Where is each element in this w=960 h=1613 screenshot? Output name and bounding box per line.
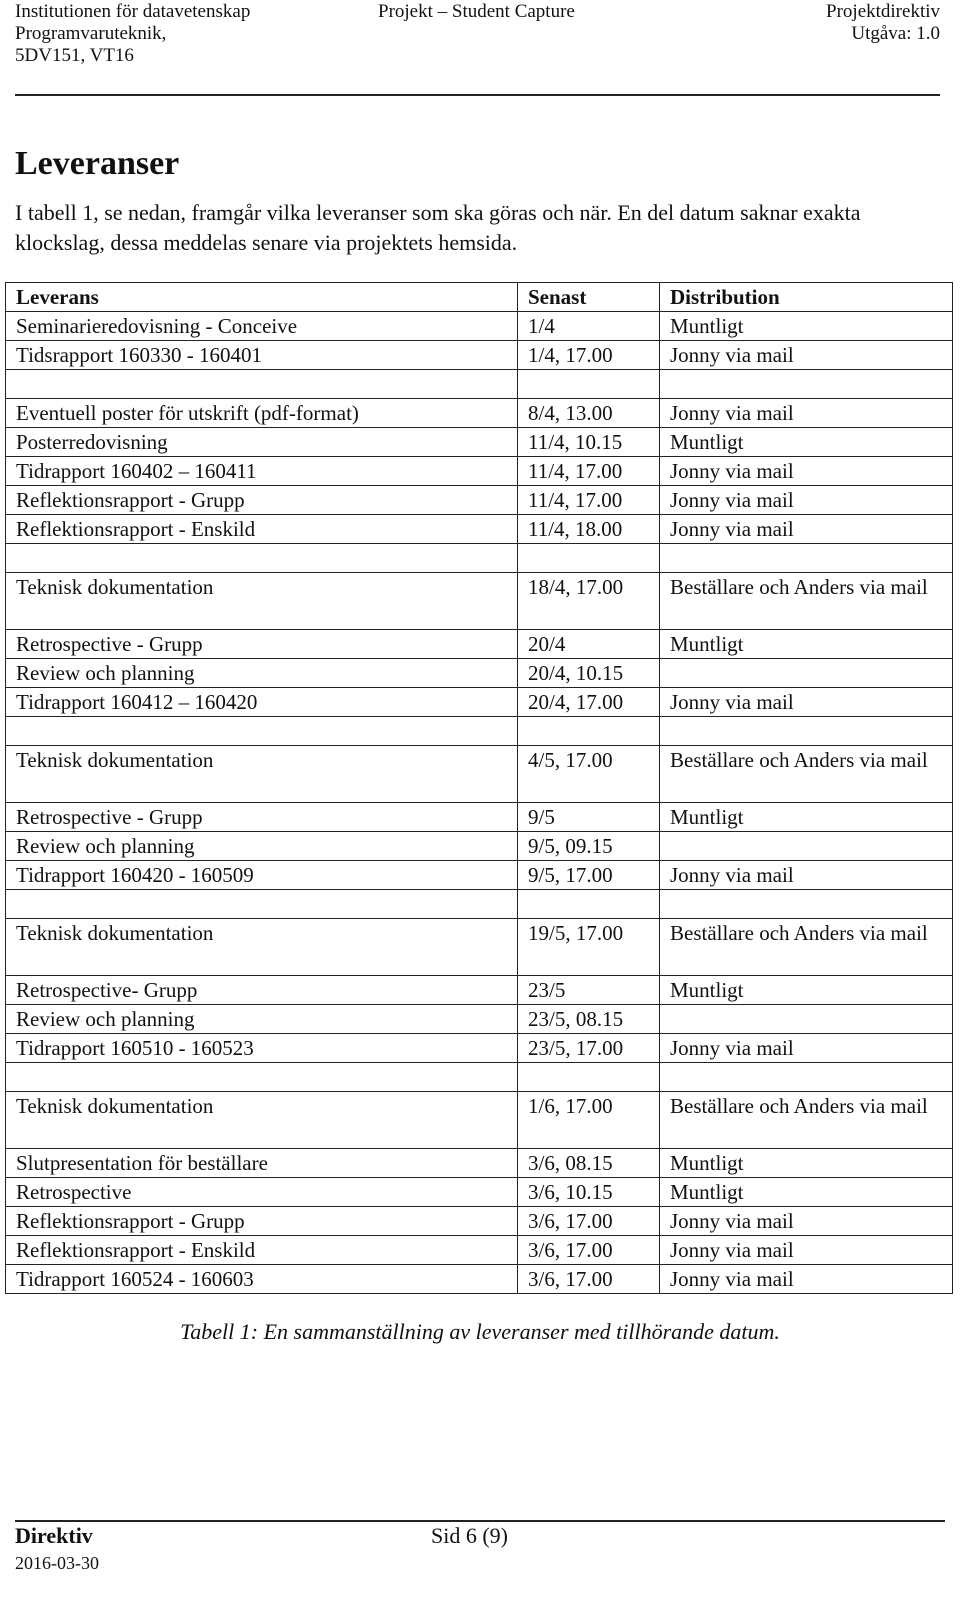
cell-senast: 3/6, 17.00 <box>518 1207 660 1236</box>
cell-senast: 11/4, 18.00 <box>518 515 660 544</box>
header-department: Institutionen för datavetenskap <box>15 1 251 22</box>
cell-distribution: Muntligt <box>660 1149 953 1178</box>
cell-leverans: Review och planning <box>6 832 518 861</box>
cell-senast: 9/5 <box>518 803 660 832</box>
table-row <box>6 399 953 428</box>
cell-distribution <box>660 544 953 573</box>
cell-senast: 20/4, 17.00 <box>518 688 660 717</box>
header-course: 5DV151, VT16 <box>15 45 134 66</box>
cell-leverans: Retrospective <box>6 1178 518 1207</box>
cell-senast: 3/6, 08.15 <box>518 1149 660 1178</box>
cell-senast: 11/4, 17.00 <box>518 457 660 486</box>
cell-senast: 3/6, 17.00 <box>518 1236 660 1265</box>
cell-leverans: Seminarieredovisning - Conceive <box>6 312 518 341</box>
cell-distribution <box>660 659 953 688</box>
cell-distribution <box>660 890 953 919</box>
cell-distribution: Jonny via mail <box>660 399 953 428</box>
cell-distribution: Jonny via mail <box>660 341 953 370</box>
table-row <box>6 573 953 630</box>
intro-paragraph: I tabell 1, se nedan, framgår vilka leveranser som ska göras och när. En del datum saknar exakta klockslag, dessa meddelas senare via projektets hemsida. <box>15 200 861 255</box>
cell-senast <box>518 1063 660 1092</box>
table-row <box>6 659 953 688</box>
header-doc-type: Projektdirektiv <box>826 1 940 22</box>
cell-distribution: Beställare och Anders via mail <box>660 919 953 976</box>
cell-leverans <box>6 717 518 746</box>
cell-senast <box>518 890 660 919</box>
cell-leverans: Teknisk dokumentation <box>6 746 518 803</box>
cell-leverans: Tidrapport 160524 - 160603 <box>6 1265 518 1294</box>
cell-leverans: Tidrapport 160412 – 160420 <box>6 688 518 717</box>
cell-leverans: Reflektionsrapport - Enskild <box>6 1236 518 1265</box>
table-row <box>6 1005 953 1034</box>
cell-leverans: Posterredovisning <box>6 428 518 457</box>
table-row <box>6 919 953 976</box>
cell-distribution: Jonny via mail <box>660 1034 953 1063</box>
cell-leverans: Teknisk dokumentation <box>6 919 518 976</box>
table-row <box>6 341 953 370</box>
cell-distribution: Beställare och Anders via mail <box>660 573 953 630</box>
table-row <box>6 976 953 1005</box>
cell-senast: 9/5, 17.00 <box>518 861 660 890</box>
table-row <box>6 457 953 486</box>
cell-distribution: Jonny via mail <box>660 515 953 544</box>
table-row <box>6 1265 953 1294</box>
page-footer <box>15 1520 945 1612</box>
cell-senast: 1/4 <box>518 312 660 341</box>
cell-senast: 20/4, 10.15 <box>518 659 660 688</box>
cell-senast: 9/5, 09.15 <box>518 832 660 861</box>
cell-leverans: Teknisk dokumentation <box>6 573 518 630</box>
footer-page-number: Sid 6 (9) <box>431 1523 508 1548</box>
cell-distribution: Muntligt <box>660 312 953 341</box>
header-row-3 <box>15 44 940 68</box>
cell-senast: 23/5, 08.15 <box>518 1005 660 1034</box>
cell-senast: 19/5, 17.00 <box>518 919 660 976</box>
cell-leverans <box>6 370 518 399</box>
cell-distribution: Muntligt <box>660 630 953 659</box>
table-header-row <box>6 283 953 312</box>
cell-leverans: Slutpresentation för beställare <box>6 1149 518 1178</box>
cell-senast: 1/6, 17.00 <box>518 1092 660 1149</box>
table-row <box>6 688 953 717</box>
cell-senast <box>518 544 660 573</box>
cell-leverans <box>6 890 518 919</box>
cell-senast: 3/6, 17.00 <box>518 1265 660 1294</box>
cell-leverans: Review och planning <box>6 659 518 688</box>
table-row <box>6 1034 953 1063</box>
cell-senast: 3/6, 10.15 <box>518 1178 660 1207</box>
cell-distribution: Muntligt <box>660 976 953 1005</box>
table-row <box>6 1092 953 1149</box>
cell-senast: 11/4, 17.00 <box>518 486 660 515</box>
header-program: Programvaruteknik, <box>15 23 167 44</box>
cell-distribution: Beställare och Anders via mail <box>660 746 953 803</box>
cell-distribution: Muntligt <box>660 803 953 832</box>
cell-distribution <box>660 1005 953 1034</box>
table-row <box>6 803 953 832</box>
cell-distribution <box>660 832 953 861</box>
cell-distribution: Jonny via mail <box>660 688 953 717</box>
table-row <box>6 1063 953 1092</box>
table-row <box>6 370 953 399</box>
cell-leverans <box>6 544 518 573</box>
cell-leverans: Reflektionsrapport - Grupp <box>6 1207 518 1236</box>
cell-leverans: Teknisk dokumentation <box>6 1092 518 1149</box>
cell-leverans: Reflektionsrapport - Grupp <box>6 486 518 515</box>
cell-senast: 18/4, 17.00 <box>518 573 660 630</box>
cell-senast: 1/4, 17.00 <box>518 341 660 370</box>
cell-senast: 11/4, 10.15 <box>518 428 660 457</box>
cell-distribution: Jonny via mail <box>660 1236 953 1265</box>
header-version: Utgåva: 1.0 <box>851 23 940 44</box>
cell-distribution: Jonny via mail <box>660 457 953 486</box>
cell-distribution: Jonny via mail <box>660 1265 953 1294</box>
table-row <box>6 746 953 803</box>
table-row <box>6 1178 953 1207</box>
cell-leverans: Tidrapport 160420 - 160509 <box>6 861 518 890</box>
cell-leverans: Tidrapport 160402 – 160411 <box>6 457 518 486</box>
cell-senast: 8/4, 13.00 <box>518 399 660 428</box>
cell-leverans <box>6 1063 518 1092</box>
cell-distribution: Jonny via mail <box>660 861 953 890</box>
table-row <box>6 890 953 919</box>
table-row <box>6 544 953 573</box>
column-header-senast: Senast <box>518 283 660 312</box>
table-body <box>6 312 953 1294</box>
cell-leverans: Retrospective - Grupp <box>6 630 518 659</box>
cell-distribution: Muntligt <box>660 428 953 457</box>
cell-senast <box>518 717 660 746</box>
header-project: Projekt – Student Capture <box>378 1 575 22</box>
cell-leverans: Retrospective- Grupp <box>6 976 518 1005</box>
table-row <box>6 832 953 861</box>
cell-senast: 4/5, 17.00 <box>518 746 660 803</box>
footer-label: Direktiv <box>15 1523 93 1548</box>
cell-senast: 20/4 <box>518 630 660 659</box>
cell-distribution <box>660 370 953 399</box>
cell-senast <box>518 370 660 399</box>
header-row-2 <box>15 22 940 46</box>
table-row <box>6 861 953 890</box>
cell-leverans: Review och planning <box>6 1005 518 1034</box>
column-header-leverans: Leverans <box>6 283 518 312</box>
deliverables-table <box>5 282 953 1294</box>
table-row <box>6 717 953 746</box>
cell-distribution: Muntligt <box>660 1178 953 1207</box>
table-row <box>6 486 953 515</box>
cell-distribution: Jonny via mail <box>660 1207 953 1236</box>
table-row <box>6 428 953 457</box>
cell-distribution <box>660 717 953 746</box>
cell-distribution <box>660 1063 953 1092</box>
cell-leverans: Eventuell poster för utskrift (pdf-format) <box>6 399 518 428</box>
table-row <box>6 1149 953 1178</box>
cell-senast: 23/5, 17.00 <box>518 1034 660 1063</box>
cell-distribution: Jonny via mail <box>660 486 953 515</box>
table-row <box>6 1236 953 1265</box>
column-header-distribution: Distribution <box>660 283 953 312</box>
table-row <box>6 630 953 659</box>
cell-leverans: Tidsrapport 160330 - 160401 <box>6 341 518 370</box>
cell-leverans: Tidrapport 160510 - 160523 <box>6 1034 518 1063</box>
cell-leverans: Retrospective - Grupp <box>6 803 518 832</box>
header-row-1 <box>15 0 940 24</box>
footer-date: 2016-03-30 <box>15 1553 99 1573</box>
page-header <box>15 0 940 96</box>
table-row <box>6 1207 953 1236</box>
section-title: Leveranser <box>15 145 180 182</box>
cell-senast: 23/5 <box>518 976 660 1005</box>
table-caption: Tabell 1: En sammanställning av leveranser med tillhörande datum. <box>180 1319 780 1344</box>
table-row <box>6 312 953 341</box>
cell-distribution: Beställare och Anders via mail <box>660 1092 953 1149</box>
table-row <box>6 515 953 544</box>
cell-leverans: Reflektionsrapport - Enskild <box>6 515 518 544</box>
